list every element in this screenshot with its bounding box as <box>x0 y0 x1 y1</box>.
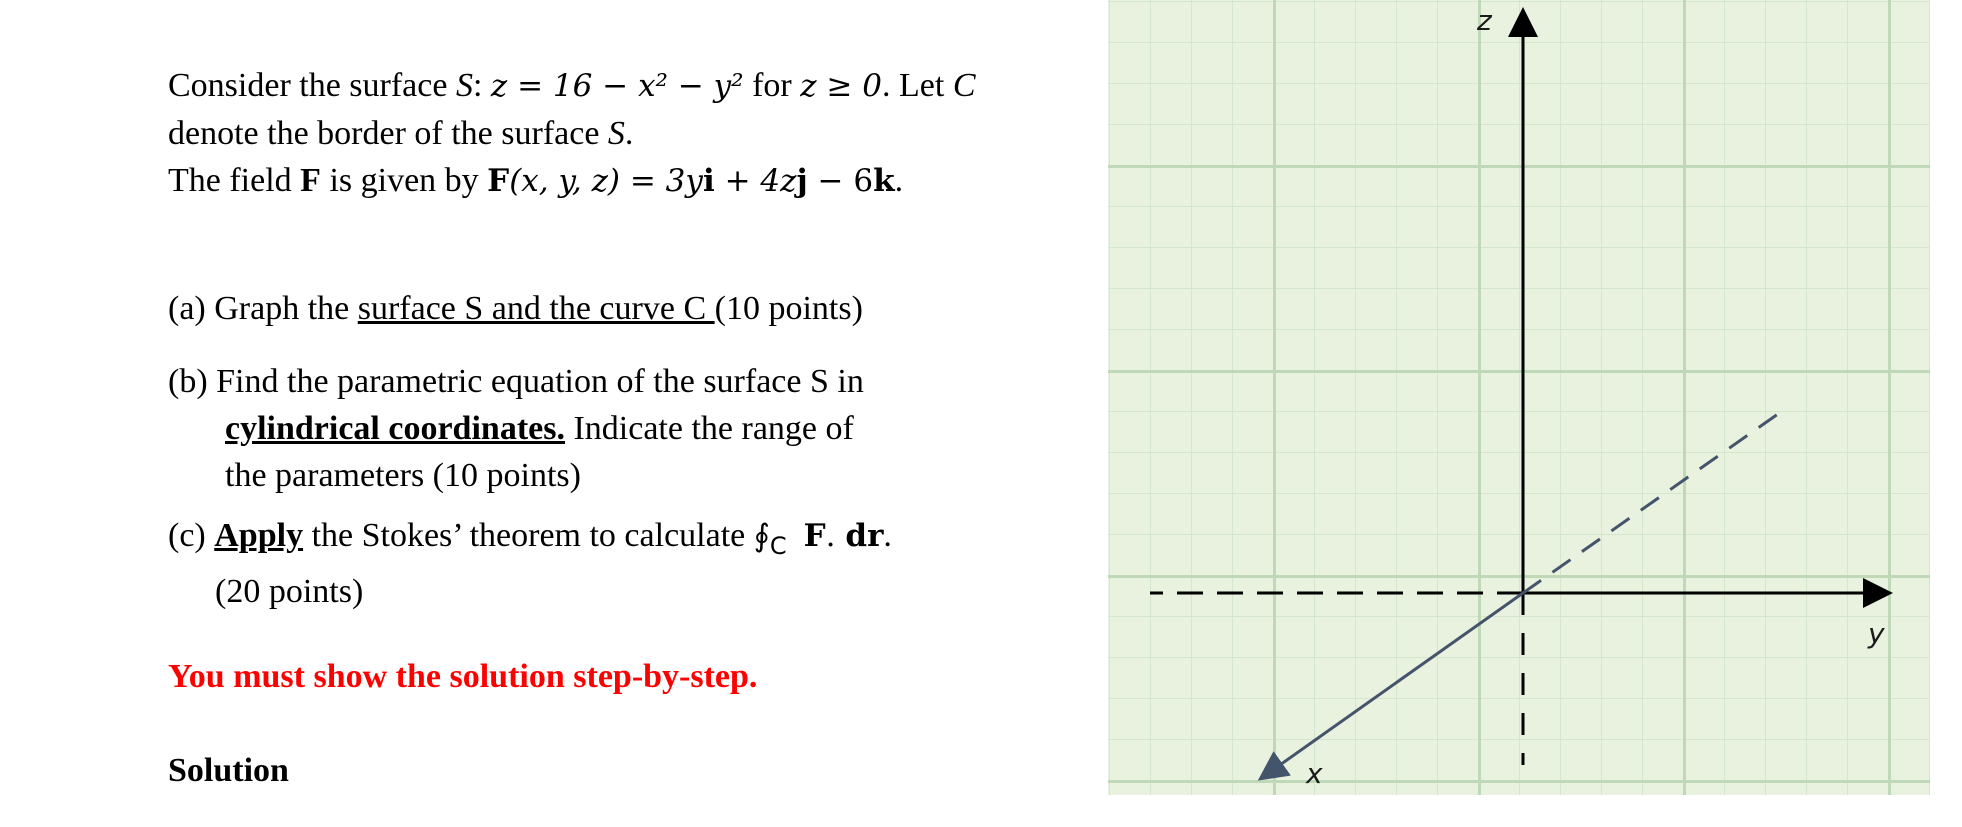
part-a <box>168 285 863 332</box>
underlined-text: surface S and the curve C <box>357 290 715 327</box>
text: (10 points) <box>714 290 863 327</box>
contour-integral-symbol: ∮ <box>753 518 770 554</box>
text: for <box>743 67 801 104</box>
part-b <box>168 358 864 405</box>
bold-underlined-text: Apply <box>214 517 304 554</box>
field-equation: (x, y, z) = 3y <box>509 163 703 199</box>
part-c <box>168 512 892 570</box>
part-c-line-2 <box>215 568 363 615</box>
unit-vector-j: j <box>796 163 808 199</box>
part-b-line-3 <box>225 452 581 499</box>
y-axis-label: y <box>1868 617 1885 650</box>
field-equation: + 4z <box>714 163 797 199</box>
text: Indicate the range of <box>564 410 854 447</box>
text: (b) Find the parametric equation of the surface S in <box>168 363 864 400</box>
surface-equation: z = 16 − x² − y² <box>490 68 744 104</box>
unit-vector-i: i <box>702 163 715 199</box>
text: the Stokes’ theorem to calculate <box>303 517 754 554</box>
part-b-line-2 <box>225 405 854 452</box>
text: The field <box>168 162 301 199</box>
text: . Let <box>882 67 953 104</box>
text: the parameters (10 points) <box>225 457 581 494</box>
problem-line-1 <box>168 62 1088 110</box>
field-symbol: F <box>487 163 510 199</box>
text: : <box>472 67 491 104</box>
text: denote the border of the surface <box>168 115 608 152</box>
problem-line-3 <box>168 157 1088 205</box>
text: (c) <box>168 517 215 554</box>
text: . <box>624 115 634 152</box>
text: . <box>883 517 892 554</box>
text: Consider the surface <box>168 67 456 104</box>
x-axis <box>1270 593 1523 772</box>
differential-symbol: dr <box>845 518 884 554</box>
surface-symbol: S <box>455 67 473 104</box>
unit-vector-k: k <box>873 163 895 199</box>
text: is given by <box>320 162 488 199</box>
field-equation: − 6 <box>807 163 874 199</box>
surface-condition: z ≥ 0 <box>800 68 883 104</box>
z-axis-label: z <box>1477 4 1492 37</box>
notice-text: You must show the solution step-by-step. <box>168 658 758 695</box>
problem-statement <box>168 62 1088 205</box>
bold-underlined-text: cylindrical coordinates. <box>225 410 565 447</box>
axes-diagram <box>1108 0 1930 795</box>
x-axis-label: x <box>1306 757 1323 790</box>
x-axis-negative <box>1523 409 1785 593</box>
text: (20 points) <box>215 573 364 610</box>
integral-subscript: C <box>769 531 787 560</box>
field-symbol: F <box>300 162 321 199</box>
field-symbol: F <box>803 518 826 554</box>
text: (a) Graph the <box>168 290 358 327</box>
curve-symbol: C <box>952 67 976 104</box>
solution-heading: Solution <box>168 752 289 789</box>
problem-line-2 <box>168 110 1088 157</box>
text: . <box>894 162 904 199</box>
text: . <box>825 518 846 554</box>
surface-symbol: S <box>607 115 625 152</box>
